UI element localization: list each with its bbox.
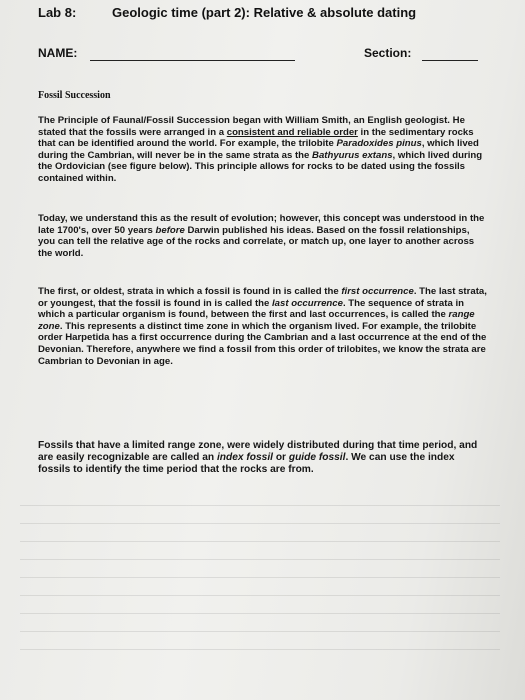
section-heading: Fossil Succession bbox=[38, 90, 111, 101]
name-blank-line bbox=[90, 60, 295, 61]
paragraph-evolution: Today, we understand this as the result of evolution; however, this concept was understood in the late 1700's, over 50 years before Darwin published his ideas. Based on the fossil relationships, you can tell the relative age of the rocks and correlate, or match up, one layer to another across the world. bbox=[38, 213, 485, 259]
bleed-through-line bbox=[20, 649, 500, 650]
bleed-through-line bbox=[20, 577, 500, 578]
name-label: NAME: bbox=[38, 46, 78, 60]
bleed-through-line bbox=[20, 613, 500, 614]
bleed-through-line bbox=[20, 541, 500, 542]
paragraph-index-fossils: Fossils that have a limited range zone, were widely distributed during that time period, and are easily recognizable are called an index fossil or guide fossil. We can use the index fossils to identify the time period that the rocks are from. bbox=[38, 440, 478, 475]
section-label: Section: bbox=[364, 46, 412, 60]
bleed-through-line bbox=[20, 595, 500, 596]
section-blank-line bbox=[422, 60, 478, 61]
name-section-row bbox=[38, 46, 508, 60]
paragraph-range-zone: The first, or oldest, strata in which a fossil is found in is called the first occurrence. The last strata, or youngest, that the fossil is found in is called the last occurrence. The sequence of strata in which a particular organism is found, between the first and last occurrences, is called the range zone. This represents a distinct time zone in which the organism lived. For example, the trilobite order Harpetida has a first occurrence during the Cambrian and a last occurrence at the end of the Devonian. Therefore, anywhere we find a fossil from this order of trilobites, we know the strata are Cambrian to Devonian in age. bbox=[38, 286, 487, 367]
lab-number: Lab 8: bbox=[38, 5, 77, 20]
paragraph-fossil-succession: The Principle of Faunal/Fossil Succession began with William Smith, an English geologist. He stated that the fossils were arranged in a consistent and reliable order in the sedimentary rocks that can be identified around the world. For example, the trilobite Paradoxides pinus, which lived during the Cambrian, will never be in the same strata as the Bathyurus extans, which lived during the Ordovician (see figure below). This principle allows for rocks to be dated using the fossils contained within. bbox=[38, 115, 483, 184]
bleed-through-line bbox=[20, 559, 500, 560]
lab-title: Geologic time (part 2): Relative & absolute dating bbox=[112, 5, 417, 20]
bleed-through-line bbox=[20, 505, 500, 506]
bleed-through-line bbox=[20, 523, 500, 524]
bleed-through-line bbox=[20, 631, 500, 632]
